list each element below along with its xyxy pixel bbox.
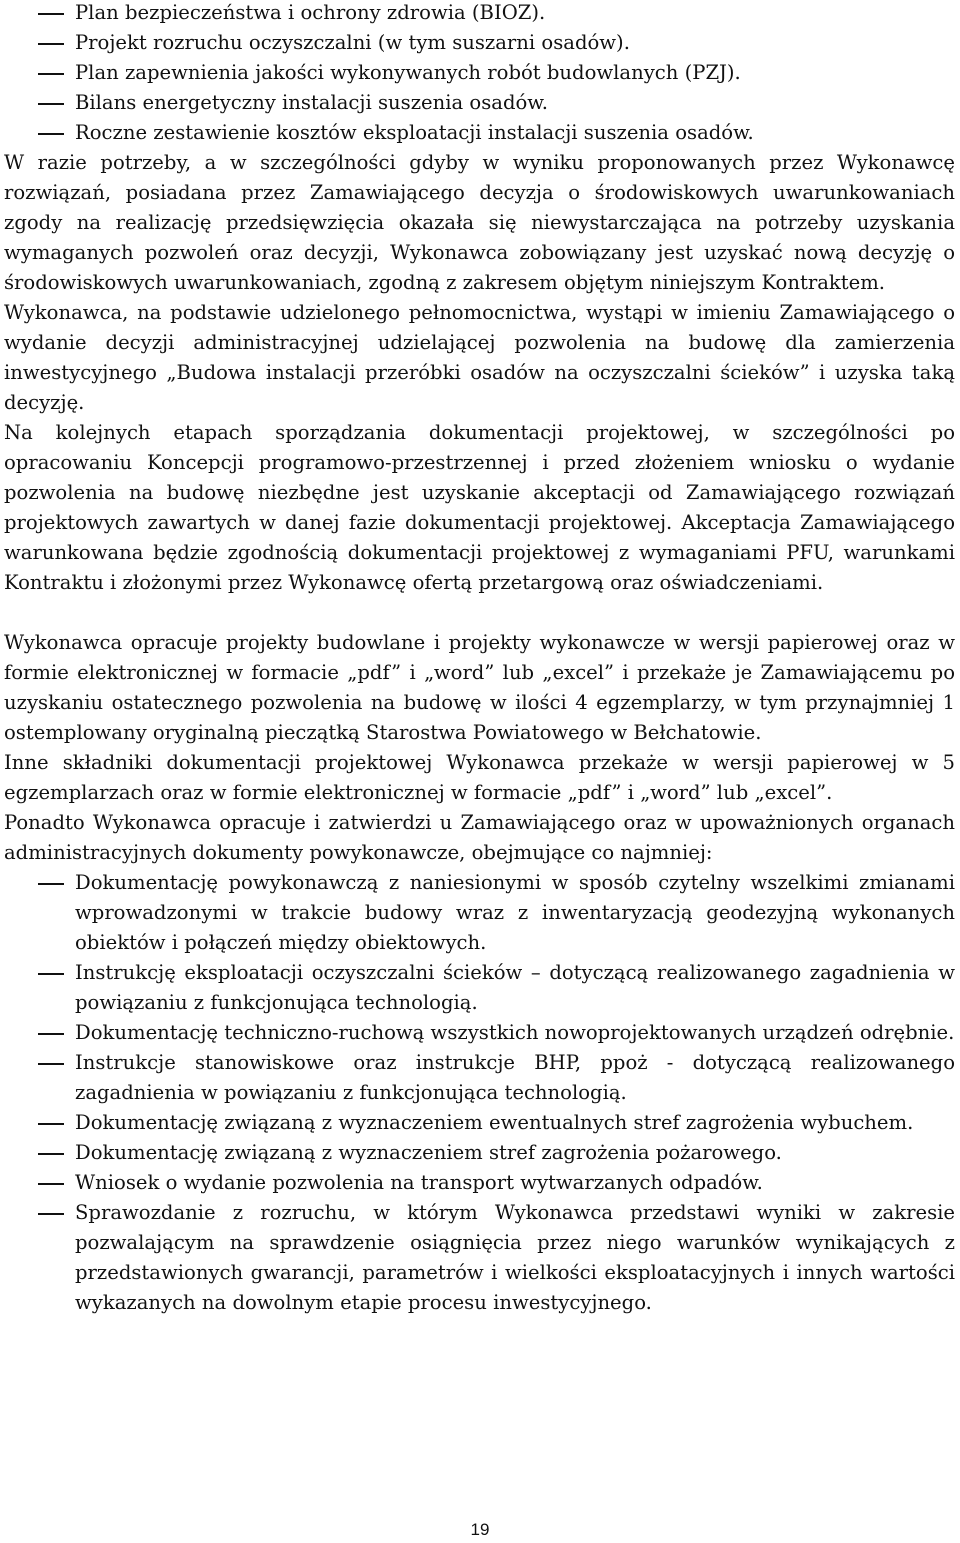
paragraph-design-copies: Wykonawca opracuje projekty budowlane i projekty wykonawcze w wersji papierowej oraz w formie elektronicznej w formacie „pdf” i „word” lub „excel” i przekaże je Zamawiającemu po uzyskaniu ostatecznego pozwolenia na budowę w ilości 4 egzemplarzy, w tym przynajmniej 1 ostemplowany oryginalną pieczątką Starostwa Powiatowego w Bełchatowie.	[4, 631, 955, 744]
list-item: Dokumentację techniczno-ruchową wszystkich nowoprojektowanych urządzeń odrębnie.	[4, 1018, 955, 1048]
paragraph-other-documents: Inne składniki dokumentacji projektowej Wykonawca przekaże w wersji papierowej w 5 egzemplarzach oraz w formie elektronicznej w formacie „pdf” i „word” lub „excel”.	[4, 751, 955, 804]
list-item: Plan bezpieczeństwa i ochrony zdrowia (BIOZ).	[4, 0, 955, 28]
document-body	[4, 0, 955, 1318]
list-item: Projekt rozruchu oczyszczalni (w tym suszarni osadów).	[4, 28, 955, 58]
paragraph-spacer	[4, 598, 955, 628]
page-number: 19	[470, 1520, 490, 1539]
paragraph-building-permit: Wykonawca, na podstawie udzielonego pełnomocnictwa, wystąpi w imieniu Zamawiającego o wydanie decyzji administracyjnej udzielającej pozwolenia na budowę dla zamierzenia inwestycyjnego „Budowa instalacji przeróbki osadów na oczyszczalni ścieków” i uzyska taką decyzję.	[4, 301, 955, 414]
list-item: Sprawozdanie z rozruchu, w którym Wykonawca przedstawi wyniki w zakresie pozwalającym na sprawdzenie osiągnięcia przez niego warunków wynikających z przedstawionych gwarancji, parametrów i wielkości eksploatacyjnych i innych wartości wykazanych na dowolnym etapie procesu inwestycyjnego.	[4, 1198, 955, 1318]
requirements-list	[4, 0, 955, 148]
list-item: Wniosek o wydanie pozwolenia na transport wytwarzanych odpadów.	[4, 1168, 955, 1198]
paragraph-as-built-intro: Ponadto Wykonawca opracuje i zatwierdzi u Zamawiającego oraz w upoważnionych organach administracyjnych dokumenty powykonawcze, obejmujące co najmniej:	[4, 811, 955, 864]
list-item: Plan zapewnienia jakości wykonywanych robót budowlanych (PZJ).	[4, 58, 955, 88]
paragraph-design-acceptance: Na kolejnych etapach sporządzania dokumentacji projektowej, w szczególności po opracowaniu Koncepcji programowo-przestrzennej i przed złożeniem wniosku o wydanie pozwolenia na budowę niezbędne jest uzyskanie akceptacji od Zamawiającego rozwiązań projektowych zawartych w danej fazie dokumentacji projektowej. Akceptacja Zamawiającego warunkowana będzie zgodnością dokumentacji projektowej z wymaganiami PFU, warunkami Kontraktu i złożonymi przez Wykonawcę ofertą przetargową oraz oświadczeniami.	[4, 421, 955, 594]
paragraph-environmental-decision: W razie potrzeby, a w szczególności gdyby w wyniku proponowanych przez Wykonawcę rozwiązań, posiadana przez Zamawiającego decyzja o środowiskowych uwarunkowaniach zgody na realizację przedsięwzięcia okazała się niewystarczająca na potrzeby uzyskania wymaganych pozwoleń oraz decyzji, Wykonawca zobowiązany jest uzyskać nową decyzję o środowiskowych uwarunkowaniach, zgodną z zakresem objętym niniejszym Kontraktem.	[4, 151, 955, 294]
list-item: Instrukcję eksploatacji oczyszczalni ścieków – dotyczącą realizowanego zagadnienia w powiązaniu z funkcjonująca technologią.	[4, 958, 955, 1018]
list-item: Dokumentację związaną z wyznaczeniem ewentualnych stref zagrożenia wybuchem.	[4, 1108, 955, 1138]
as-built-documents-list	[4, 868, 955, 1318]
list-item: Roczne zestawienie kosztów eksploatacji instalacji suszenia osadów.	[4, 118, 955, 148]
list-item: Dokumentację powykonawczą z naniesionymi w sposób czytelny wszelkimi zmianami wprowadzonymi w trakcie budowy wraz z inwentaryzacją geodezyjną wykonanych obiektów i połączeń między obiektowych.	[4, 868, 955, 958]
list-item: Bilans energetyczny instalacji suszenia osadów.	[4, 88, 955, 118]
list-item: Dokumentację związaną z wyznaczeniem stref zagrożenia pożarowego.	[4, 1138, 955, 1168]
list-item: Instrukcje stanowiskowe oraz instrukcje BHP, ppoż - dotyczącą realizowanego zagadnienia w powiązaniu z funkcjonująca technologią.	[4, 1048, 955, 1108]
